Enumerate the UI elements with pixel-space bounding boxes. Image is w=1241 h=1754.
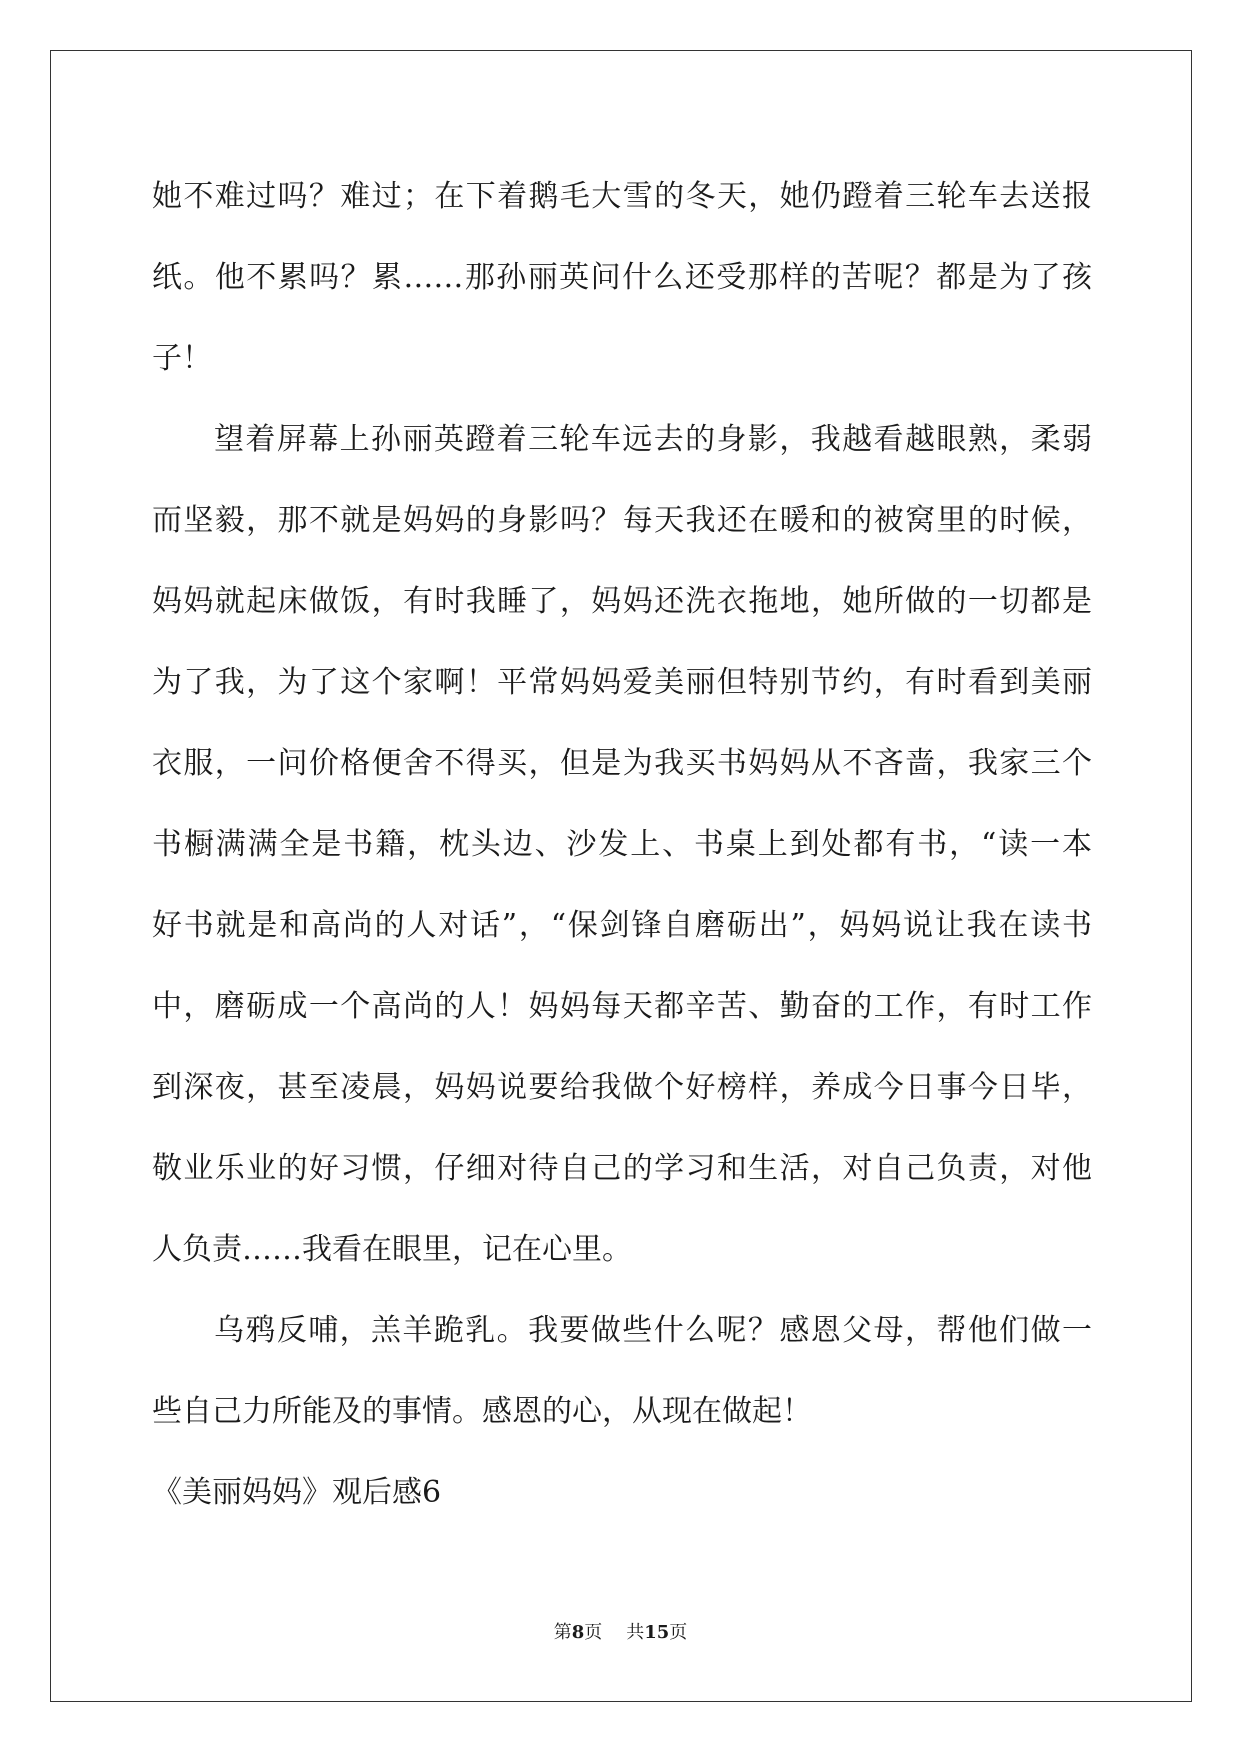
paragraph-3 <box>152 1290 1092 1452</box>
text-line: 中，磨砺成一个高尚的人！妈妈每天都辛苦、勤奋的工作，有时工作 <box>152 989 1092 1024</box>
total-label-suffix: 页 <box>669 1622 688 1643</box>
total-label-prefix: 共 <box>626 1622 645 1643</box>
text-line: 好书就是和高尚的人对话”，“保剑锋自磨砺出”，妈妈说让我在读书 <box>152 908 1092 943</box>
text-line: 乌鸦反哺，羔羊跪乳。我要做些什么呢？感恩父母，帮他们做一 <box>214 1313 1092 1348</box>
total-pages: 15 <box>644 1622 670 1643</box>
text-line: 为了我，为了这个家啊！平常妈妈爱美丽但特别节约，有时看到美丽 <box>152 665 1092 700</box>
text-line: 衣服，一问价格便舍不得买，但是为我买书妈妈从不吝啬，我家三个 <box>152 746 1092 781</box>
text-line: 些自己力所能及的事情。感恩的心，从现在做起！ <box>152 1394 812 1429</box>
text-line: 子！ <box>152 341 212 376</box>
text-line: 纸。他不累吗？累……那孙丽英问什么还受那样的苦呢？都是为了孩 <box>152 260 1092 295</box>
page-label-prefix: 第 <box>553 1622 572 1643</box>
text-line: 妈妈就起床做饭，有时我睡了，妈妈还洗衣拖地，她所做的一切都是 <box>152 584 1092 619</box>
document-body <box>152 156 1092 1533</box>
text-line: 人负责……我看在眼里，记在心里。 <box>152 1232 632 1267</box>
page-label-suffix: 页 <box>584 1622 603 1643</box>
text-line: 她不难过吗？难过；在下着鹅毛大雪的冬天，她仍蹬着三轮车去送报 <box>152 179 1092 214</box>
paragraph-2 <box>152 399 1092 1290</box>
text-line: 而坚毅，那不就是妈妈的身影吗？每天我还在暖和的被窝里的时候， <box>152 503 1092 538</box>
page-footer <box>0 1618 1241 1644</box>
page-number: 8 <box>571 1622 585 1643</box>
text-line: 到深夜，甚至凌晨，妈妈说要给我做个好榜样，养成今日事今日毕， <box>152 1070 1092 1105</box>
section-heading: 《美丽妈妈》观后感6 <box>152 1475 442 1510</box>
text-line: 书橱满满全是书籍，枕头边、沙发上、书桌上到处都有书，“读一本 <box>152 827 1092 862</box>
paragraph-1 <box>152 156 1092 399</box>
text-line: 敬业乐业的好习惯，仔细对待自己的学习和生活，对自己负责，对他 <box>152 1151 1092 1186</box>
text-line: 望着屏幕上孙丽英蹬着三轮车远去的身影，我越看越眼熟，柔弱 <box>214 422 1092 457</box>
